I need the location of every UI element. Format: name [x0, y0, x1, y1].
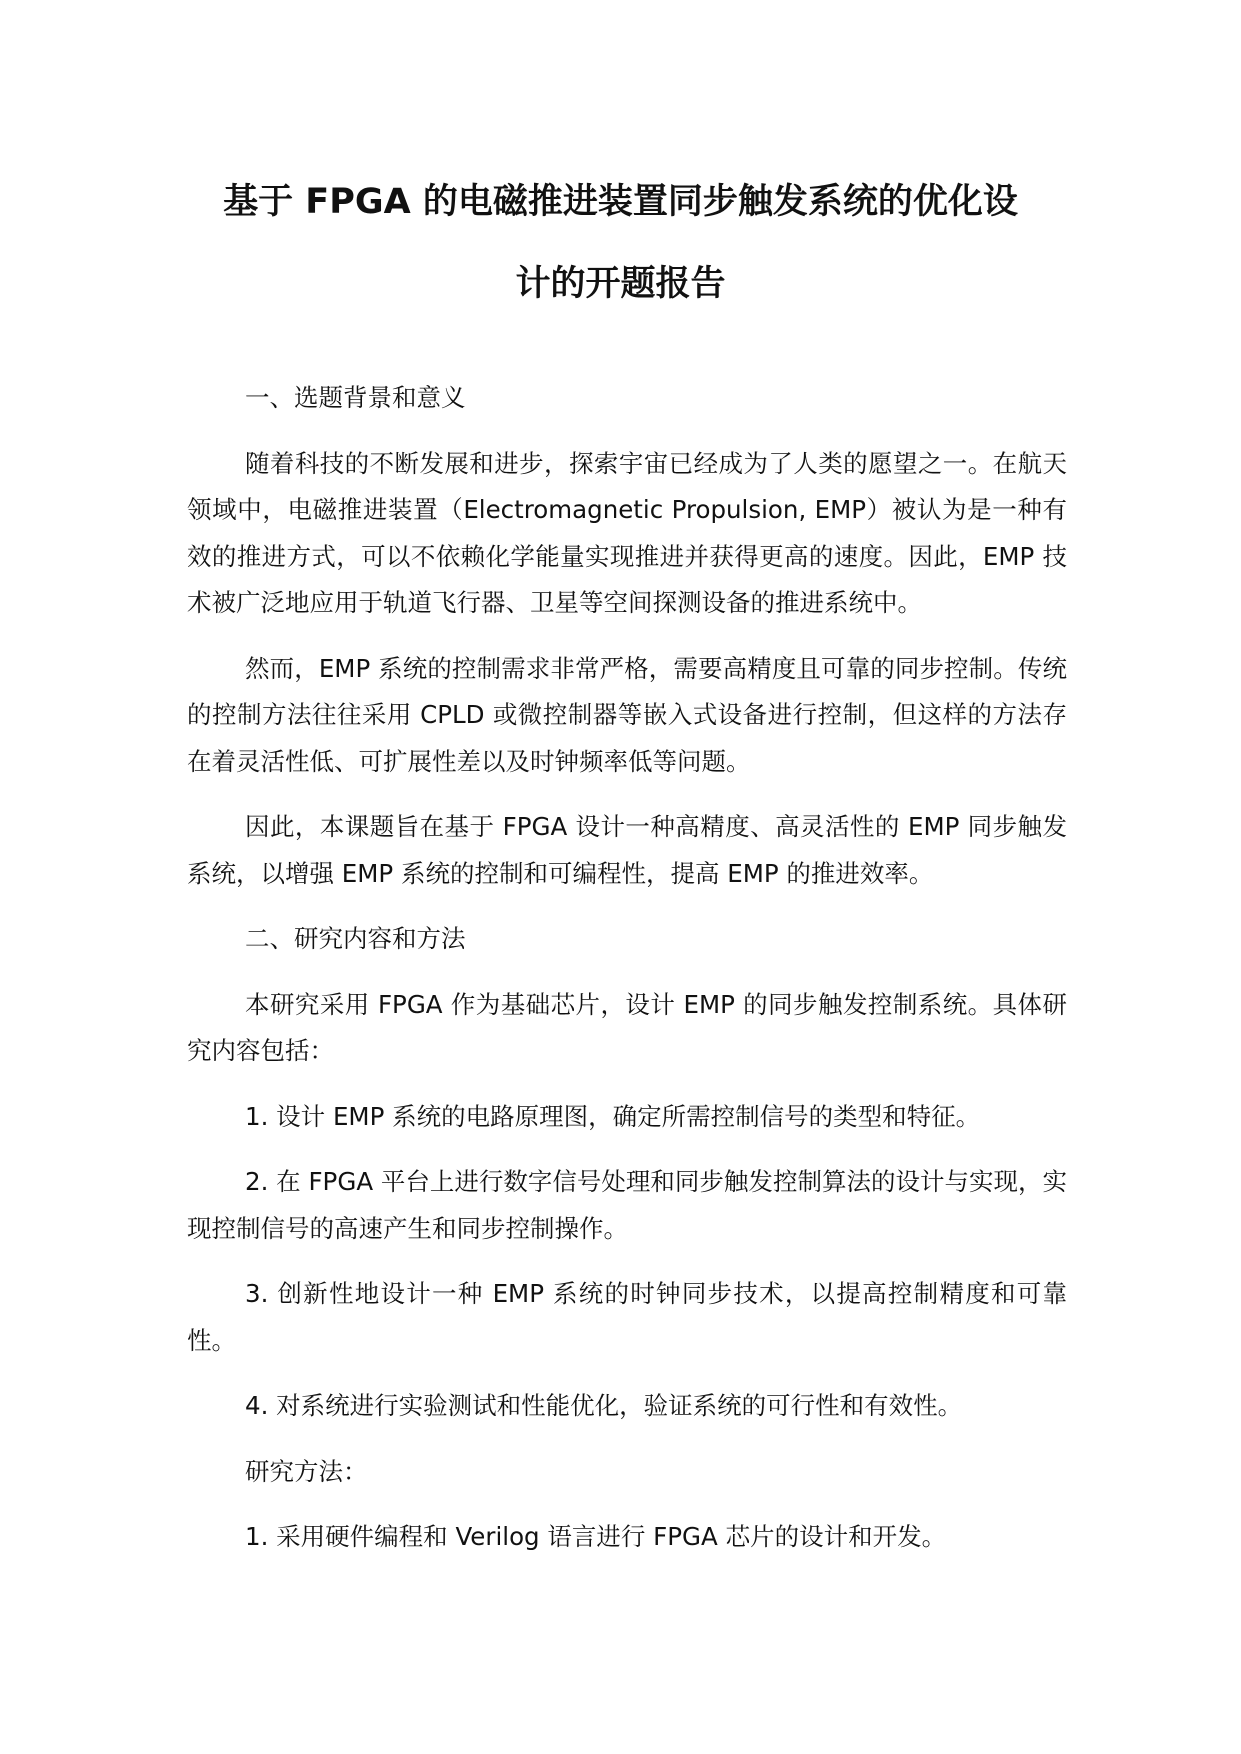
section-heading-background: 一、选题背景和意义 — [245, 383, 466, 412]
list-item-content-4: 4. 对系统进行实验测试和性能优化，验证系统的可行性和有效性。 — [245, 1391, 963, 1420]
paragraph-background: 随着科技的不断发展和进步，探索宇宙已经成为了人类的愿望之一。在航天领域中，电磁推进装置（Electromagnetic Propulsion, EMP）被认为是一种有效的推进方式，可以不依赖化学能量实现推进并获得更高的速度。因此，EMP 技术被广泛地应用于轨道飞行器、卫星等空间探测设备的推进系统中。 — [187, 448, 1067, 617]
section-heading-research: 二、研究内容和方法 — [245, 924, 466, 953]
list-item-content-2: 2. 在 FPGA 平台上进行数字信号处理和同步触发控制算法的设计与实现，实现控制信号的高速产生和同步控制操作。 — [187, 1167, 1067, 1243]
list-item-content-1: 1. 设计 EMP 系统的电路原理图，确定所需控制信号的类型和特征。 — [245, 1101, 981, 1131]
list-item-method-1: 1. 采用硬件编程和 Verilog 语言进行 FPGA 芯片的设计和开发。 — [245, 1522, 947, 1551]
paragraph-objective: 因此，本课题旨在基于 FPGA 设计一种高精度、高灵活性的 EMP 同步触发系统，以增强 EMP 系统的控制和可编程性，提高 EMP 的推进效率。 — [187, 812, 1067, 888]
subheading-methods: 研究方法： — [245, 1456, 368, 1486]
list-item-content-3: 3. 创新性地设计一种 EMP 系统的时钟同步技术，以提高控制精度和可靠性。 — [187, 1279, 1067, 1355]
document-title-line-1: 基于 FPGA 的电磁推进装置同步触发系统的优化设 — [223, 182, 1018, 222]
paragraph-control-requirements: 然而，EMP 系统的控制需求非常严格，需要高精度且可靠的同步控制。传统的控制方法往往采用 CPLD 或微控制器等嵌入式设备进行控制，但这样的方法存在着灵活性低、可扩展性差以及时钟频率低等问题。 — [187, 653, 1067, 776]
document-body — [187, 375, 1067, 1580]
paragraph-research-intro: 本研究采用 FPGA 作为基础芯片，设计 EMP 的同步触发控制系统。具体研究内容包括： — [187, 989, 1067, 1065]
document-title-line-2: 计的开题报告 — [515, 264, 726, 304]
